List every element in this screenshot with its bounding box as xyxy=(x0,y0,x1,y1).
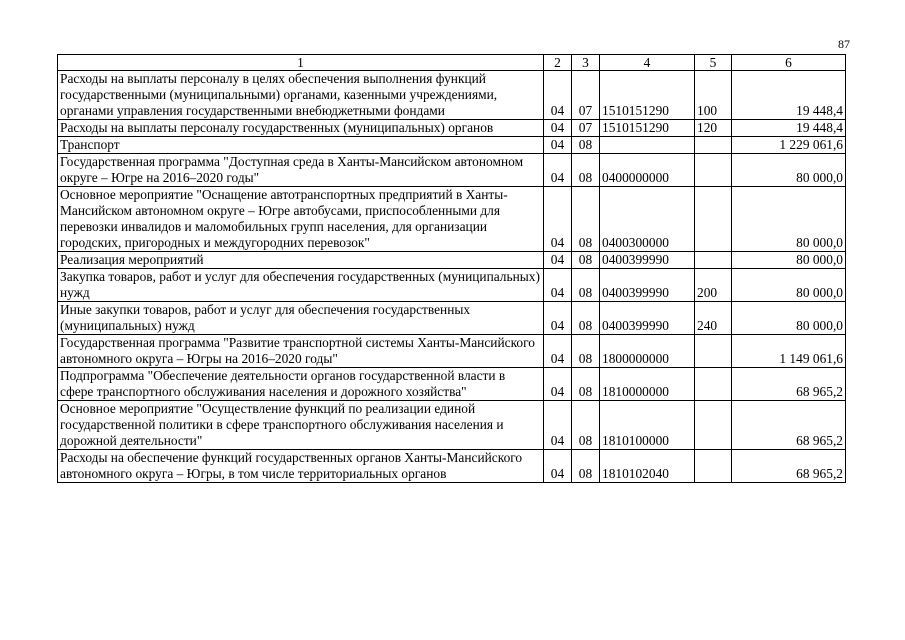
subsection-code: 07 xyxy=(572,71,600,120)
amount: 80 000,0 xyxy=(732,154,846,187)
subsection-code: 08 xyxy=(572,368,600,401)
item-name: Расходы на выплаты персоналу государственных (муниципальных) органов xyxy=(58,120,544,137)
target-article-code: 1810100000 xyxy=(600,401,695,450)
target-article-code: 0400399990 xyxy=(600,269,695,302)
budget-table xyxy=(57,54,846,483)
expense-type-code xyxy=(695,187,732,252)
target-article-code: 1510151290 xyxy=(600,120,695,137)
target-article-code: 0400399990 xyxy=(600,252,695,269)
section-code: 04 xyxy=(544,137,572,154)
subsection-code: 08 xyxy=(572,302,600,335)
expense-type-code xyxy=(695,401,732,450)
item-name: Государственная программа "Доступная среда в Ханты-Мансийском автономном округе – Югре на 2016–2020 годы" xyxy=(58,154,544,187)
table-row xyxy=(58,335,846,368)
section-code: 04 xyxy=(544,401,572,450)
header-cell: 2 xyxy=(544,55,572,71)
table-row xyxy=(58,302,846,335)
subsection-code: 08 xyxy=(572,252,600,269)
expense-type-code xyxy=(695,368,732,401)
expense-type-code: 120 xyxy=(695,120,732,137)
expense-type-code xyxy=(695,335,732,368)
item-name: Реализация мероприятий xyxy=(58,252,544,269)
item-name: Государственная программа "Развитие транспортной системы Ханты-Мансийского автономного округа – Югры на 2016–2020 годы" xyxy=(58,335,544,368)
expense-type-code: 240 xyxy=(695,302,732,335)
table-row xyxy=(58,137,846,154)
section-code: 04 xyxy=(544,269,572,302)
expense-type-code: 200 xyxy=(695,269,732,302)
subsection-code: 08 xyxy=(572,187,600,252)
table-row xyxy=(58,120,846,137)
table-row xyxy=(58,368,846,401)
item-name: Подпрограмма "Обеспечение деятельности органов государственной власти в сфере транспортного обслуживания населения и дорожного хозяйства" xyxy=(58,368,544,401)
section-code: 04 xyxy=(544,252,572,269)
amount: 68 965,2 xyxy=(732,368,846,401)
section-code: 04 xyxy=(544,368,572,401)
page-number: 87 xyxy=(838,37,850,51)
item-name: Расходы на выплаты персоналу в целях обеспечения выполнения функций государственными (муниципальными) органами, казенными учреждениями, органами управления государственными внебюджетными фондами xyxy=(58,71,544,120)
expense-type-code: 100 xyxy=(695,71,732,120)
amount: 68 965,2 xyxy=(732,401,846,450)
target-article-code: 1510151290 xyxy=(600,71,695,120)
amount: 80 000,0 xyxy=(732,187,846,252)
expense-type-code xyxy=(695,450,732,483)
section-code: 04 xyxy=(544,154,572,187)
target-article-code: 1810000000 xyxy=(600,368,695,401)
amount: 80 000,0 xyxy=(732,252,846,269)
item-name: Закупка товаров, работ и услуг для обеспечения государственных (муниципальных) нужд xyxy=(58,269,544,302)
table-row xyxy=(58,187,846,252)
target-article-code: 0400300000 xyxy=(600,187,695,252)
amount: 1 149 061,6 xyxy=(732,335,846,368)
table-row xyxy=(58,252,846,269)
item-name: Основное мероприятие "Осуществление функций по реализации единой государственной политики в сфере транспортного обслуживания населения и дорожной деятельности" xyxy=(58,401,544,450)
target-article-code: 0400000000 xyxy=(600,154,695,187)
item-name: Иные закупки товаров, работ и услуг для обеспечения государственных (муниципальных) нужд xyxy=(58,302,544,335)
target-article-code: 1810102040 xyxy=(600,450,695,483)
subsection-code: 08 xyxy=(572,450,600,483)
header-cell: 4 xyxy=(600,55,695,71)
section-code: 04 xyxy=(544,335,572,368)
item-name: Расходы на обеспечение функций государственных органов Ханты-Мансийского автономного округа – Югры, в том числе территориальных органов xyxy=(58,450,544,483)
section-code: 04 xyxy=(544,71,572,120)
item-name: Основное мероприятие "Оснащение автотранспортных предприятий в Ханты-Мансийском автономном округе – Югре автобусами, приспособленными для перевозки инвалидов и маломобильных групп населения, для организации городских, пригородных и междугородних перевозок" xyxy=(58,187,544,252)
table-row xyxy=(58,401,846,450)
header-cell: 5 xyxy=(695,55,732,71)
expense-type-code xyxy=(695,154,732,187)
section-code: 04 xyxy=(544,120,572,137)
table-row xyxy=(58,450,846,483)
header-cell: 3 xyxy=(572,55,600,71)
expense-type-code xyxy=(695,137,732,154)
subsection-code: 08 xyxy=(572,154,600,187)
section-code: 04 xyxy=(544,187,572,252)
section-code: 04 xyxy=(544,450,572,483)
amount: 68 965,2 xyxy=(732,450,846,483)
subsection-code: 07 xyxy=(572,120,600,137)
amount: 19 448,4 xyxy=(732,120,846,137)
subsection-code: 08 xyxy=(572,137,600,154)
amount: 80 000,0 xyxy=(732,269,846,302)
header-row xyxy=(58,55,846,71)
table-row xyxy=(58,269,846,302)
target-article-code xyxy=(600,137,695,154)
target-article-code: 1800000000 xyxy=(600,335,695,368)
table-row xyxy=(58,154,846,187)
item-name: Транспорт xyxy=(58,137,544,154)
header-cell: 1 xyxy=(58,55,544,71)
section-code: 04 xyxy=(544,302,572,335)
header-cell: 6 xyxy=(732,55,846,71)
amount: 80 000,0 xyxy=(732,302,846,335)
expense-type-code xyxy=(695,252,732,269)
subsection-code: 08 xyxy=(572,401,600,450)
target-article-code: 0400399990 xyxy=(600,302,695,335)
subsection-code: 08 xyxy=(572,335,600,368)
amount: 1 229 061,6 xyxy=(732,137,846,154)
subsection-code: 08 xyxy=(572,269,600,302)
table-row xyxy=(58,71,846,120)
amount: 19 448,4 xyxy=(732,71,846,120)
